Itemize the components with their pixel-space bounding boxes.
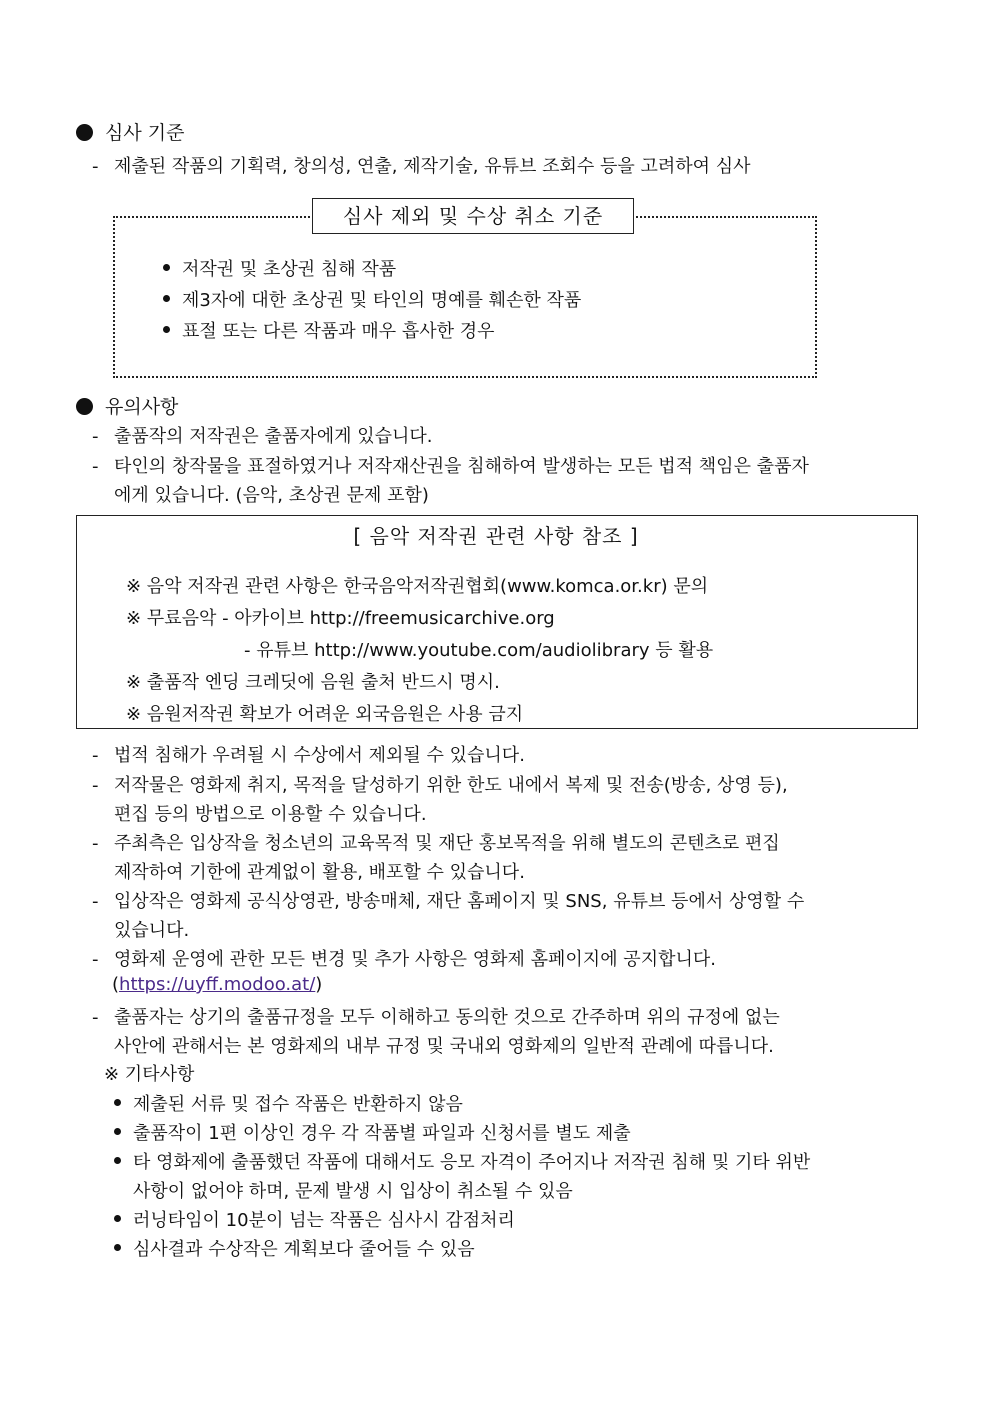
notes-item: - 타인의 창작물을 표절하였거나 저작재산권을 침해하여 발생하는 모든 법적 책임은 출품자 (92, 456, 809, 477)
rule-item-cont: 있습니다. (114, 920, 190, 941)
rule-item: - 출품자는 상기의 출품규정을 모두 이해하고 동의한 것으로 간주하며 위의 규정에 없는 (92, 1007, 780, 1028)
music-line: ※ 무료음악 - 아카이브 http://freemusicarchive.org (126, 608, 555, 629)
rule-item-cont: 편집 등의 방법으로 이용할 수 있습니다. (114, 804, 427, 825)
music-title: [ 음악 저작권 관련 사항 참조 ] (353, 524, 639, 548)
filled-circle-icon (76, 124, 93, 141)
exclusion-item: 표절 또는 다른 작품과 매우 흡사한 경우 (163, 317, 495, 343)
bullet-icon (114, 1244, 121, 1251)
music-line: ※ 음원저작권 확보가 어려운 외국음원은 사용 금지 (126, 704, 524, 725)
criteria-item: - 제출된 작품의 기획력, 창의성, 연출, 제작기술, 유튜브 조회수 등을 고려하여 심사 (92, 156, 751, 177)
rule-item: - 입상작은 영화제 공식상영관, 방송매체, 재단 홈페이지 및 SNS, 유튜브 등에서 상영할 수 (92, 891, 805, 912)
etc-item-cont: 사항이 없어야 하며, 문제 발생 시 입상이 취소될 수 있음 (133, 1181, 573, 1202)
exclusion-item: 저작권 및 초상권 침해 작품 (163, 255, 396, 281)
rule-item-cont: (https://uyff.modoo.at/) (112, 974, 323, 995)
bullet-icon (163, 326, 170, 333)
notes-item-cont: 에게 있습니다. (음악, 초상권 문제 포함) (114, 485, 429, 506)
exclusion-title: 심사 제외 및 수상 취소 기준 (312, 198, 634, 234)
etc-heading: ※ 기타사항 (104, 1064, 195, 1085)
bullet-icon (114, 1215, 121, 1222)
etc-item: 러닝타임이 10분이 넘는 작품은 심사시 감점처리 (114, 1206, 515, 1232)
exclusion-item: 제3자에 대한 초상권 및 타인의 명예를 훼손한 작품 (163, 286, 581, 312)
music-line: ※ 음악 저작권 관련 사항은 한국음악저작권협회(www.komca.or.kr) 문의 (126, 576, 709, 597)
criteria-heading: 심사 기준 (76, 118, 184, 145)
bullet-icon (163, 295, 170, 302)
bullet-icon (114, 1157, 121, 1164)
etc-item: 심사결과 수상작은 계획보다 줄어들 수 있음 (114, 1235, 475, 1261)
rule-item: - 법적 침해가 우려될 시 수상에서 제외될 수 있습니다. (92, 745, 525, 766)
bullet-icon (114, 1128, 121, 1135)
bullet-icon (163, 264, 170, 271)
etc-item: 제출된 서류 및 접수 작품은 반환하지 않음 (114, 1090, 463, 1116)
rule-item-cont: 사안에 관해서는 본 영화제의 내부 규정 및 국내외 영화제의 일반적 관례에 따릅니다. (114, 1036, 774, 1057)
notes-item: - 출품작의 저작권은 출품자에게 있습니다. (92, 426, 433, 447)
music-line: ※ 출품작 엔딩 크레딧에 음원 출처 반드시 명시. (126, 672, 500, 693)
etc-item: 타 영화제에 출품했던 작품에 대해서도 응모 자격이 주어지나 저작권 침해 및 기타 위반 (114, 1148, 810, 1174)
rule-item: - 주최측은 입상작을 청소년의 교육목적 및 재단 홍보목적을 위해 별도의 콘텐츠로 편집 (92, 833, 780, 854)
rule-item: - 영화제 운영에 관한 모든 변경 및 추가 사항은 영화제 홈페이지에 공지합니다. (92, 949, 716, 970)
festival-homepage-link[interactable]: https://uyff.modoo.at/ (119, 974, 316, 995)
bullet-icon (114, 1099, 121, 1106)
etc-item: 출품작이 1편 이상인 경우 각 작품별 파일과 신청서를 별도 제출 (114, 1119, 631, 1145)
music-line: - 유튜브 http://www.youtube.com/audiolibrary 등 활용 (244, 640, 714, 661)
rule-item-cont: 제작하여 기한에 관계없이 활용, 배포할 수 있습니다. (114, 862, 525, 883)
rule-item: - 저작물은 영화제 취지, 목적을 달성하기 위한 한도 내에서 복제 및 전송(방송, 상영 등), (92, 775, 788, 796)
notes-heading: 유의사항 (76, 392, 178, 419)
filled-circle-icon (76, 398, 93, 415)
